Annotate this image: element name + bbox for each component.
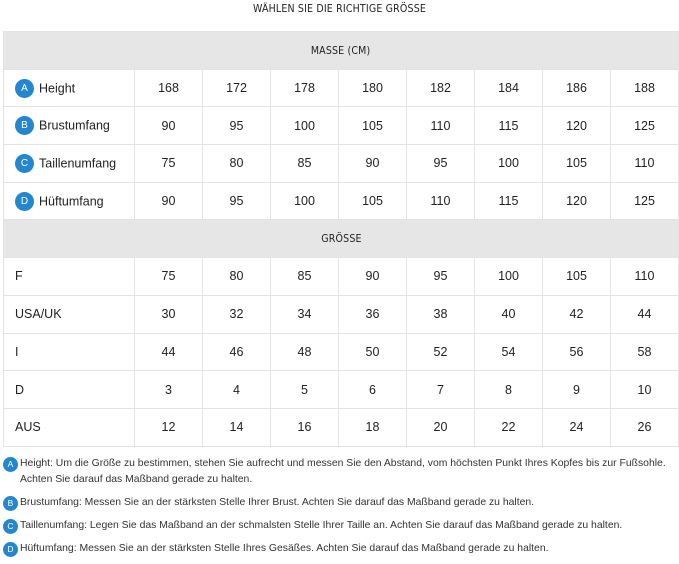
table-cell: 42	[543, 295, 611, 333]
table-cell: 168	[135, 69, 203, 107]
badge-d-icon: D	[3, 542, 18, 557]
table-cell: 48	[271, 333, 339, 371]
table-cell: 110	[407, 107, 475, 145]
badge-c-icon: C	[3, 519, 18, 534]
table-cell: 50	[339, 333, 407, 371]
table-cell: 36	[339, 295, 407, 333]
table-cell: 6	[339, 371, 407, 409]
table-cell: 16	[271, 408, 339, 446]
row-label: I	[4, 333, 135, 371]
badge-b-icon: B	[15, 116, 34, 135]
table-cell: 20	[407, 408, 475, 446]
measurement-row-hueftumfang	[4, 182, 679, 220]
table-cell: 30	[135, 295, 203, 333]
table-cell: 95	[407, 145, 475, 183]
table-cell: 18	[339, 408, 407, 446]
table-cell: 12	[135, 408, 203, 446]
badge-c-icon: C	[15, 154, 34, 173]
table-cell: 110	[611, 258, 679, 296]
measurement-row-brustumfang	[4, 107, 679, 145]
table-cell: 26	[611, 408, 679, 446]
table-cell: 4	[203, 371, 271, 409]
table-cell: 58	[611, 333, 679, 371]
table-cell: 56	[543, 333, 611, 371]
table-cell: 120	[543, 107, 611, 145]
table-cell: 75	[135, 258, 203, 296]
note-height	[3, 456, 679, 488]
size-row-d	[4, 371, 679, 409]
table-cell: 90	[135, 182, 203, 220]
table-cell: 44	[611, 295, 679, 333]
measurements-heading: MASSE (CM)	[4, 32, 679, 70]
note-hueftumfang	[3, 541, 679, 557]
badge-b-icon: B	[3, 496, 18, 511]
table-cell: 46	[203, 333, 271, 371]
table-cell: 90	[135, 107, 203, 145]
note-text: Hüftumfang: Messen Sie an der stärksten Stelle Ihres Gesäßes. Achten Sie darauf das Maßband gerade zu halten.	[20, 543, 549, 554]
row-label: D Hüftumfang	[4, 182, 135, 220]
table-cell: 184	[475, 69, 543, 107]
measurement-row-taillenumfang	[4, 145, 679, 183]
note-taillenumfang	[3, 518, 679, 534]
table-cell: 178	[271, 69, 339, 107]
size-row-aus	[4, 408, 679, 446]
table-cell: 9	[543, 371, 611, 409]
table-cell: 100	[475, 145, 543, 183]
note-text: Height: Um die Größe zu bestimmen, stehen Sie aufrecht und messen Sie den Abstand, vom höchsten Punkt Ihres Kopfes bis zur Fußsohle. Achten Sie darauf das Maßband gerade zu halten.	[20, 458, 666, 485]
table-cell: 85	[271, 258, 339, 296]
table-cell: 115	[475, 107, 543, 145]
table-cell: 95	[203, 182, 271, 220]
table-cell: 34	[271, 295, 339, 333]
table-cell: 22	[475, 408, 543, 446]
table-cell: 10	[611, 371, 679, 409]
table-cell: 110	[611, 145, 679, 183]
table-cell: 180	[339, 69, 407, 107]
table-cell: 44	[135, 333, 203, 371]
table-cell: 80	[203, 145, 271, 183]
size-row-usa-uk	[4, 295, 679, 333]
table-cell: 24	[543, 408, 611, 446]
table-cell: 120	[543, 182, 611, 220]
badge-a-icon: A	[3, 457, 18, 472]
measurements-section-header	[4, 32, 679, 70]
table-cell: 100	[271, 182, 339, 220]
table-cell: 125	[611, 107, 679, 145]
table-cell: 85	[271, 145, 339, 183]
table-cell: 95	[407, 258, 475, 296]
table-cell: 100	[271, 107, 339, 145]
size-row-f	[4, 258, 679, 296]
measurement-row-height	[4, 69, 679, 107]
row-label: USA/UK	[4, 295, 135, 333]
table-cell: 14	[203, 408, 271, 446]
sizes-section-header	[4, 220, 679, 258]
table-cell: 7	[407, 371, 475, 409]
table-cell: 186	[543, 69, 611, 107]
row-label: F	[4, 258, 135, 296]
table-cell: 182	[407, 69, 475, 107]
row-label: C Taillenumfang	[4, 145, 135, 183]
note-text: Brustumfang: Messen Sie an der stärksten Stelle Ihrer Brust. Achten Sie darauf das Maßband gerade zu halten.	[20, 497, 535, 508]
table-cell: 105	[543, 145, 611, 183]
note-text: Taillenumfang: Legen Sie das Maßband an der schmalsten Stelle Ihrer Taille an. Achten Sie darauf das Maßband gerade zu halten.	[20, 520, 623, 531]
table-cell: 52	[407, 333, 475, 371]
row-label: AUS	[4, 408, 135, 446]
table-cell: 54	[475, 333, 543, 371]
sizes-heading: GRÖSSE	[4, 220, 679, 258]
table-cell: 105	[339, 107, 407, 145]
table-cell: 3	[135, 371, 203, 409]
row-label: B Brustumfang	[4, 107, 135, 145]
table-cell: 75	[135, 145, 203, 183]
table-cell: 38	[407, 295, 475, 333]
table-cell: 105	[339, 182, 407, 220]
table-cell: 90	[339, 145, 407, 183]
measurement-notes	[3, 456, 679, 564]
table-cell: 8	[475, 371, 543, 409]
table-cell: 32	[203, 295, 271, 333]
row-label: D	[4, 371, 135, 409]
table-cell: 125	[611, 182, 679, 220]
table-cell: 188	[611, 69, 679, 107]
table-cell: 95	[203, 107, 271, 145]
table-cell: 80	[203, 258, 271, 296]
table-cell: 90	[339, 258, 407, 296]
table-cell: 105	[543, 258, 611, 296]
size-chart-table	[3, 31, 679, 447]
table-cell: 172	[203, 69, 271, 107]
table-cell: 5	[271, 371, 339, 409]
table-cell: 110	[407, 182, 475, 220]
page-title: WÄHLEN SIE DIE RICHTIGE GRÖSSE	[252, 2, 427, 15]
row-label: A Height	[4, 69, 135, 107]
badge-d-icon: D	[15, 192, 34, 211]
badge-a-icon: A	[15, 79, 34, 98]
table-cell: 115	[475, 182, 543, 220]
size-row-i	[4, 333, 679, 371]
note-brustumfang	[3, 495, 679, 511]
table-cell: 100	[475, 258, 543, 296]
table-cell: 40	[475, 295, 543, 333]
